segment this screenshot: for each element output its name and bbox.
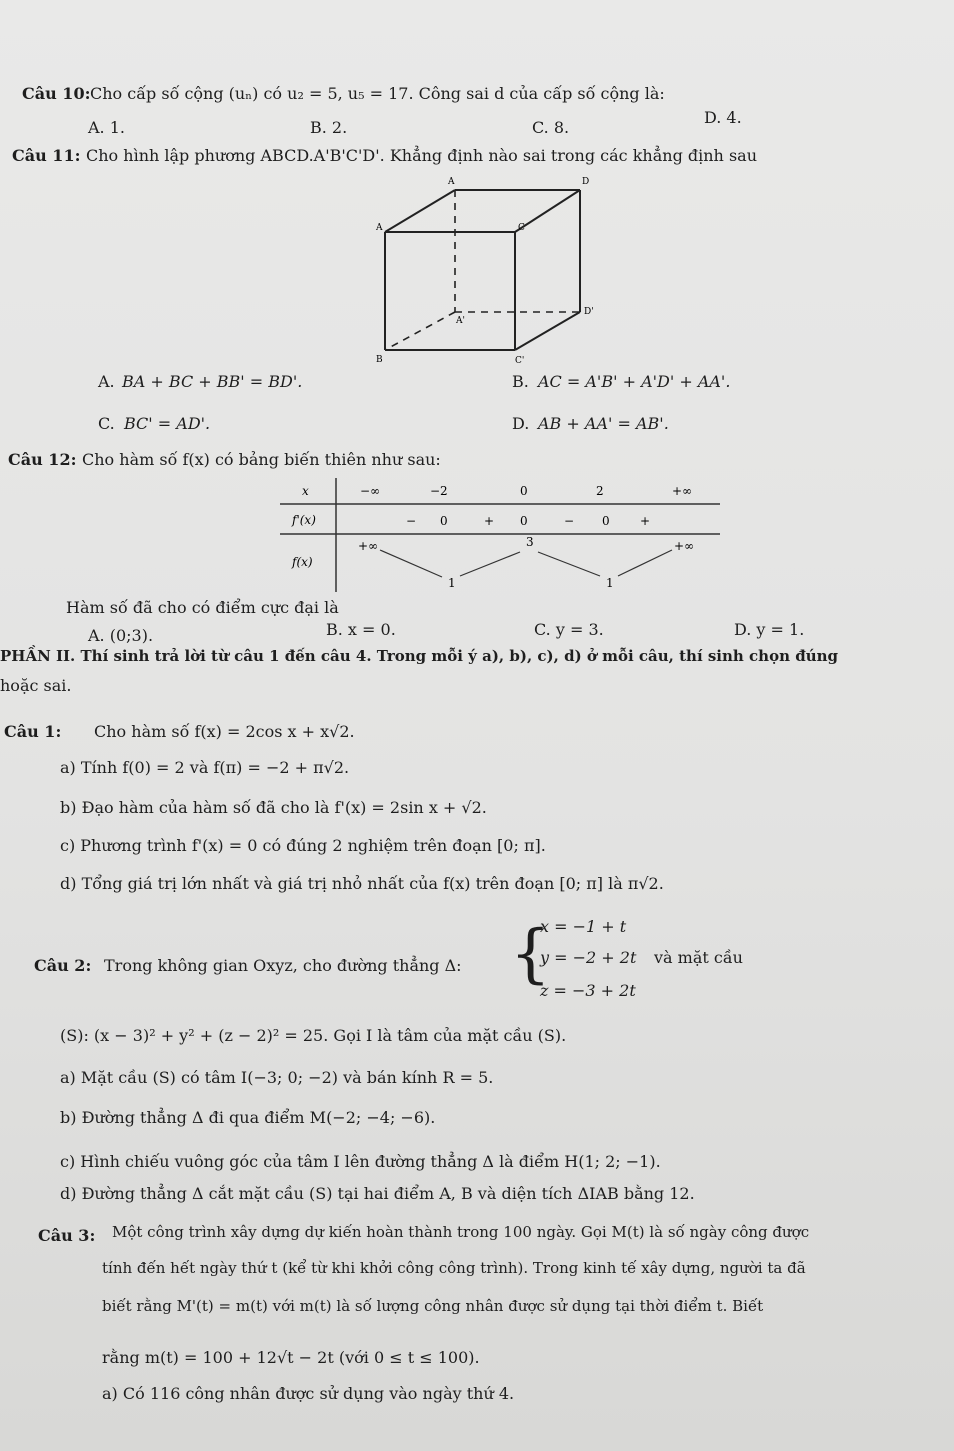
q12-option-a: A. (0;3).: [88, 626, 154, 645]
part2-heading: PHẦN II. Thí sinh trả lời từ câu 1 đến câu 4. Trong mỗi ý a), b), c), d) ở mỗi câu, thí sinh chọn đúng: [0, 647, 839, 665]
q11-option-b: AC = A'B' + A'D' + AA'.: [538, 372, 731, 391]
cube-vertex-label: C': [515, 356, 525, 366]
q11-option-d: AB + AA' = AB'.: [538, 414, 669, 433]
x-value: −2: [430, 484, 448, 498]
c3-line-3: biết rằng M'(t) = m(t) với m(t) là số lượng công nhân được sử dụng tại thời điểm t. Biết: [102, 1297, 764, 1315]
c2-system-z: z = −3 + 2t: [540, 981, 636, 1000]
cube-figure: [370, 172, 620, 367]
c2-statement-d: d) Đường thẳng Δ cắt mặt cầu (S) tại hai điểm A, B và diện tích ΔIAB bằng 12.: [60, 1184, 695, 1203]
f-value-max: 3: [526, 535, 534, 549]
c2-sphere: (S): (x − 3)² + y² + (z − 2)² = 25. Gọi I là tâm của mặt cầu (S).: [60, 1026, 567, 1045]
q10-text: Cho cấp số cộng (uₙ) có u₂ = 5, u₅ = 17. Công sai d của cấp số cộng là:: [90, 84, 665, 103]
c1-text: Cho hàm số f(x) = 2cos x + x√2.: [94, 722, 355, 741]
system-brace: {: [510, 917, 551, 991]
f-value-min: 1: [448, 576, 456, 590]
cube-vertex-label: A: [448, 177, 455, 187]
c1-statement-c: c) Phương trình f'(x) = 0 có đúng 2 nghiệm trên đoạn [0; π].: [60, 836, 546, 855]
fprime-sign: +: [640, 514, 651, 528]
c2-statement-b: b) Đường thẳng Δ đi qua điểm M(−2; −4; −6).: [60, 1108, 436, 1127]
x-value-pos-inf: +∞: [672, 484, 693, 498]
f-value-pos-inf-right: +∞: [674, 539, 695, 553]
cube-vertex-label: C: [518, 223, 525, 233]
c2-system-x: x = −1 + t: [540, 917, 627, 936]
c1-statement-b: b) Đạo hàm của hàm số đã cho là f'(x) = 2sin x + √2.: [60, 798, 487, 817]
cube-vertex-label: A': [456, 316, 465, 326]
q11-option-c-label: C.: [98, 414, 115, 433]
q11-label: Câu 11:: [12, 146, 81, 165]
fprime-zero: 0: [602, 514, 610, 528]
q11-option-b-label: B.: [512, 372, 529, 391]
table-f-label: f(x): [292, 555, 313, 569]
c1-statement-d: d) Tổng giá trị lớn nhất và giá trị nhỏ nhất của f(x) trên đoạn [0; π] là π√2.: [60, 874, 664, 893]
cube-vertex-label: D: [582, 177, 590, 187]
q10-option-a: A. 1.: [88, 118, 125, 137]
c2-statement-c: c) Hình chiếu vuông góc của tâm I lên đường thẳng Δ là điểm H(1; 2; −1).: [60, 1152, 661, 1171]
q12-option-c: C. y = 3.: [534, 620, 604, 639]
c3-statement-a: a) Có 116 công nhân được sử dụng vào ngày thứ 4.: [102, 1384, 515, 1403]
c2-label: Câu 2:: [34, 956, 92, 975]
cube-vertex-label: A: [376, 223, 383, 233]
c1-label: Câu 1:: [4, 722, 62, 741]
q10-option-b: B. 2.: [310, 118, 348, 137]
x-value-neg-inf: −∞: [360, 484, 381, 498]
c2-text: Trong không gian Oxyz, cho đường thẳng Δ:: [104, 956, 462, 975]
q10-option-d: D. 4.: [704, 108, 742, 127]
q11-option-a-label: A.: [98, 372, 115, 391]
q10-label: Câu 10:: [22, 84, 91, 103]
cube-vertex-label: B: [376, 355, 383, 365]
q12-option-b: B. x = 0.: [326, 620, 396, 639]
x-value: 0: [520, 484, 528, 498]
c3-label: Câu 3:: [38, 1226, 96, 1245]
x-value: 2: [596, 484, 604, 498]
c3-line-1: Một công trình xây dựng dự kiến hoàn thành trong 100 ngày. Gọi M(t) là số ngày công được: [112, 1223, 810, 1241]
q10-option-c: C. 8.: [532, 118, 570, 137]
c1-statement-a: a) Tính f(0) = 2 và f(π) = −2 + π√2.: [60, 758, 350, 777]
variation-table: [280, 474, 720, 594]
fprime-sign: −: [406, 514, 417, 528]
q12-prompt: Hàm số đã cho có điểm cực đại là: [66, 598, 339, 617]
c3-line-2: tính đến hết ngày thứ t (kể từ khi khởi công công trình). Trong kinh tế xây dựng, người ta đã: [102, 1259, 806, 1277]
c2-text-cont: và mặt cầu: [654, 948, 743, 967]
q11-option-c: BC' = AD'.: [124, 414, 211, 433]
table-fprime-label: f'(x): [292, 513, 316, 527]
f-value-min: 1: [606, 576, 614, 590]
table-x-label: x: [302, 484, 309, 498]
q12-option-d: D. y = 1.: [734, 620, 805, 639]
fprime-sign: +: [484, 514, 495, 528]
fprime-zero: 0: [520, 514, 528, 528]
part2-heading-cont: hoặc sai.: [0, 676, 72, 695]
q11-option-d-label: D.: [512, 414, 530, 433]
fprime-zero: 0: [440, 514, 448, 528]
q12-label: Câu 12:: [8, 450, 77, 469]
fprime-sign: −: [564, 514, 575, 528]
c3-line-4: rằng m(t) = 100 + 12√t − 2t (với 0 ≤ t ≤ 100).: [102, 1348, 480, 1367]
f-value-pos-inf-left: +∞: [358, 539, 379, 553]
c2-statement-a: a) Mặt cầu (S) có tâm I(−3; 0; −2) và bán kính R = 5.: [60, 1068, 494, 1087]
cube-vertex-label: D': [584, 307, 594, 317]
q11-text: Cho hình lập phương ABCD.A'B'C'D'. Khẳng định nào sai trong các khẳng định sau: [86, 146, 757, 165]
q11-option-a: BA + BC + BB' = BD'.: [122, 372, 303, 391]
q12-text: Cho hàm số f(x) có bảng biến thiên như sau:: [82, 450, 441, 469]
c2-system-y: y = −2 + 2t: [540, 948, 637, 967]
